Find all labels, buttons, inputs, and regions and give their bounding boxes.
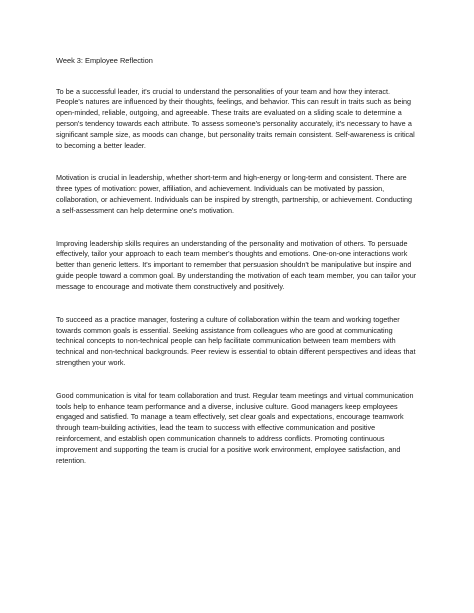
paragraph-personality: To be a successful leader, it's crucial to understand the personalities of your team and how they interact. People's natures are influenced by their thoughts, feelings, and behavior. This can result in traits such as being open-minded, reliable, outgoing, and agreeable. These traits are evaluated on a sliding scale to determine a person's tendency towards each attribute. To assess someone's personality accurately, it's necessary to have a significant sample size, as moods can change, but personality traits remain consistent. Self-awareness is critical to becoming a better leader. [56, 86, 415, 151]
paragraph-collaboration: To succeed as a practice manager, fostering a culture of collaboration within the team and working together towards common goals is essential. Seeking assistance from colleagues who are good at communicating technical concepts to non-technical people can help facilitate communication between team members with technical and non-technical backgrounds. Peer review is essential to obtain different perspectives and ideas that strengthen your work. [56, 314, 416, 368]
document-body [56, 56, 418, 488]
paragraph-communication: Good communication is vital for team collaboration and trust. Regular team meetings and virtual communication tools help to enhance team performance and a diverse, inclusive culture. Good managers keep employees engaged and satisfied. To manage a team effectively, set clear goals and expectations, encourage teamwork through team-building activities, lead the team to success with effective communication and positive reinforcement, and establish open communication channels to address conflicts. Promoting continuous improvement and supporting the team is crucial for a positive work environment, employee satisfaction, and retention. [56, 390, 414, 466]
document-title: Week 3: Employee Reflection [56, 56, 153, 65]
paragraph-leadership-skills: Improving leadership skills requires an understanding of the personality and motivation of others. To persuade effectively, tailor your approach to each team member's thoughts and emotions. One-on-one interactions work better than generic letters. It's important to remember that persuasion shouldn't be manipulative but inspire and guide people toward a common goal. By understanding the motivation of each team member, you can tailor your message to encourage and motivate them constructively and positively. [56, 238, 417, 292]
paragraph-motivation: Motivation is crucial in leadership, whether short-term and high-energy or long-term and consistent. There are three types of motivation: power, affiliation, and achievement. Individuals can be motivated by passion, collaboration, or achievement. Individuals can be inspired by strength, partnership, or achievement. Conducting a self-assessment can help determine one's motivation. [56, 173, 412, 216]
